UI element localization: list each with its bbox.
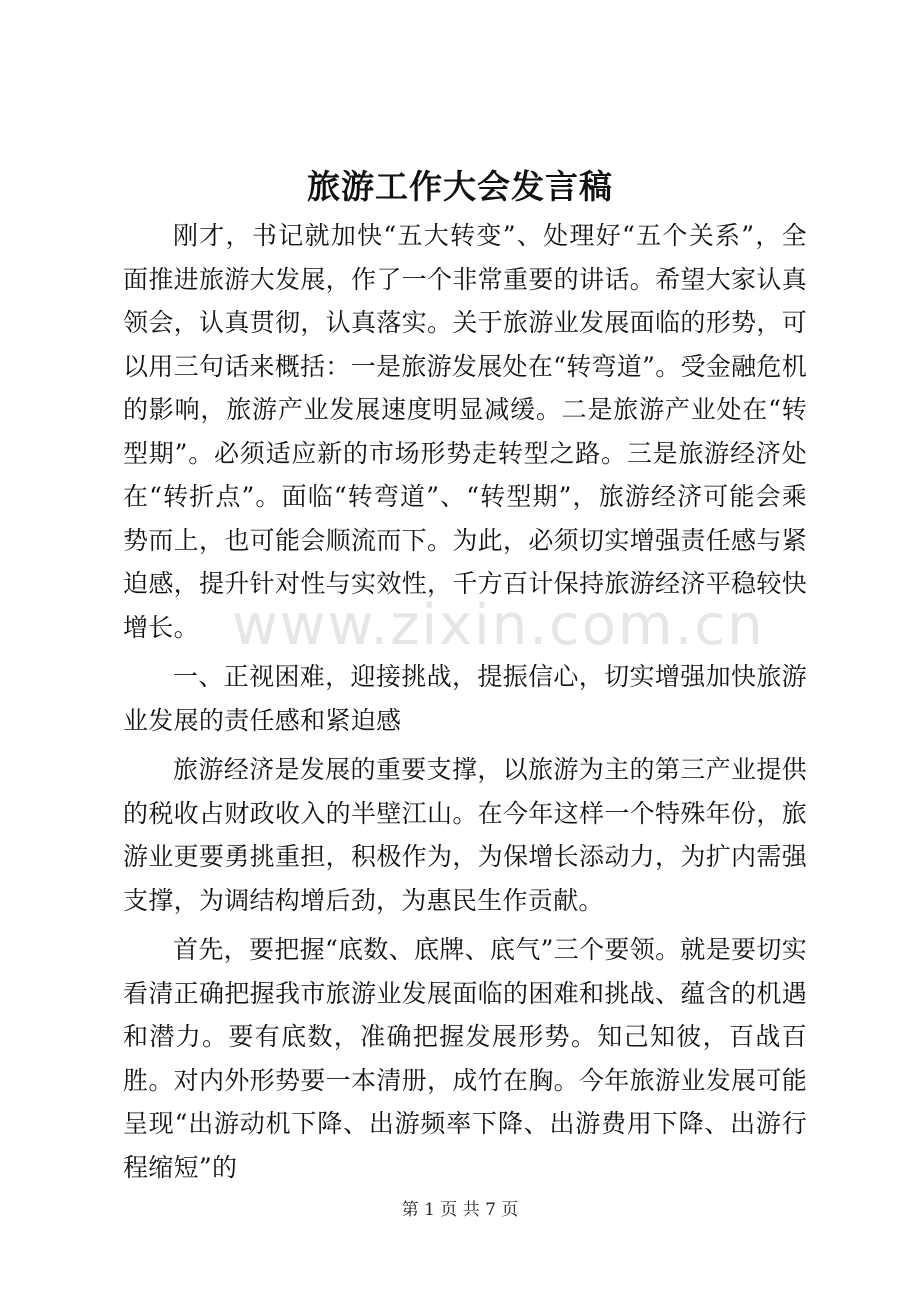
document-title: 旅游工作大会发言稿 <box>307 167 613 206</box>
paragraph-first-point: 首先，要把握“底数、底牌、底气”三个要领。就是要切实看清正确把握我市旅游业发展面临的困难和挑战、蕴含的机遇和潜力。要有底数，准确把握发展形势。知己知彼，百战百胜。对内外形势要一本清册，成竹在胸。今年旅游业发展可能呈现“出游动机下降、出游频率下降、出游费用下降、出游行程缩短”的 <box>123 935 807 1182</box>
paragraph-intro: 刚才，书记就加快“五大转变”、处理好“五个关系”，全面推进旅游大发展，作了一个非常重要的讲话。希望大家认真领会，认真贯彻，认真落实。关于旅游业发展面临的形势，可以用三句话来概括：一是旅游发展处在“转弯道”。受金融危机的影响，旅游产业发展速度明显减缓。二是旅游产业处在“转型期”。必须适应新的市场形势走转型之路。三是旅游经济处在“转折点”。面临“转弯道”、“转型期”，旅游经济可能会乘势而上，也可能会顺流而下。为此，必须切实增强责任感与紧迫感，提升针对性与实效性，千方百计保持旅游经济平稳较快增长。 <box>123 221 807 642</box>
section-heading-1: 一、正视困难，迎接挑战，提振信心，切实增强加快旅游业发展的责任感和紧迫感 <box>123 662 807 735</box>
page-footer: 第 1 页 共 7 页 <box>401 1200 519 1220</box>
document-body <box>123 214 807 1189</box>
paragraph-tourism-economy: 旅游经济是发展的重要支撑，以旅游为主的第三产业提供的税收占财政收入的半壁江山。在今年这样一个特殊年份，旅游业更要勇挑重担，积极作为，为保增长添动力，为扩内需强支撑，为调结构增后劲，为惠民生作贡献。 <box>123 755 807 915</box>
watermark: www.zixin.com.cn <box>232 593 765 658</box>
